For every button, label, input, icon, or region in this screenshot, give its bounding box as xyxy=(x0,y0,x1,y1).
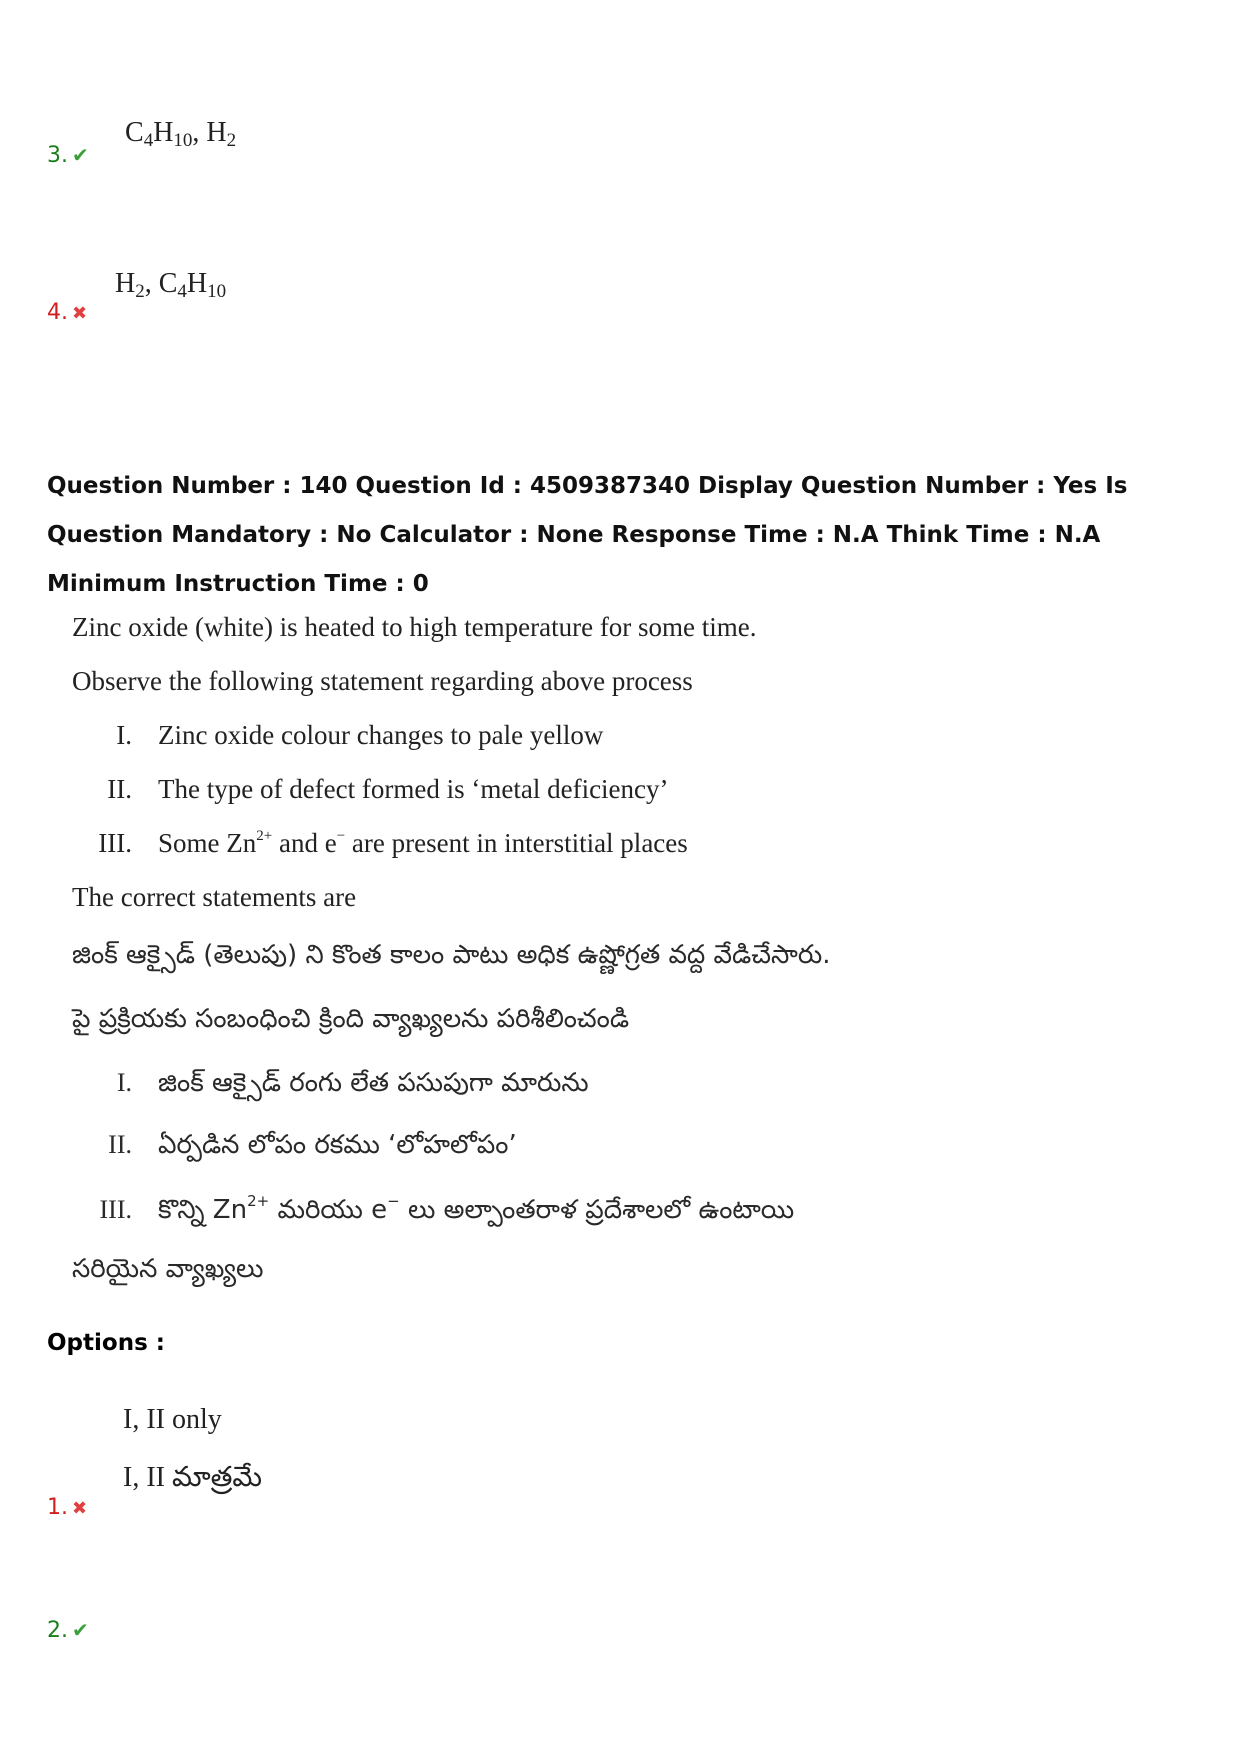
question-meta: Question Number : 140 Question Id : 4509387340 Display Question Number : Yes Is Question Mandatory : No Calculator : None Response Time : N.A Think Time : N.A Minimum Instruction Time : 0 xyxy=(47,473,1128,597)
statement-1: I. Zinc oxide colour changes to pale yellow xyxy=(116,720,604,750)
option-number: 2. xyxy=(47,1618,68,1643)
telugu-statement-2: II. ఏర్పడిన లోపం రకము ‘లోహలోపం’ xyxy=(108,1130,517,1160)
options-label: Options : xyxy=(47,1330,165,1356)
option-3-formula: $C_4H_{10}$, $H_2$ xyxy=(125,117,237,151)
statement-3: III. Some $Zn^{2+}$ and e− are present in interstitial places xyxy=(98,828,688,858)
telugu-intro: జింక్ ఆక్సైడ్ (తెలుపు) ని కొంత కాలం పాటు అధిక ఉష్ణోగ్రత వద్ద వేడిచేసారు. xyxy=(72,940,831,970)
option-1-text-te: I, II మాత్రమే xyxy=(123,1462,262,1493)
cross-icon: ✖ xyxy=(72,303,88,324)
cross-icon: ✖ xyxy=(72,1498,88,1519)
statement-2: II. The type of defect formed is ‘metal deficiency’ xyxy=(107,774,669,804)
check-icon: ✔ xyxy=(72,1618,89,1642)
correct-statements-label: The correct statements are xyxy=(72,882,357,912)
telugu-statement-1: I. జింక్ ఆక్సైడ్ రంగు లేత పసుపుగా మారును xyxy=(116,1068,589,1098)
option-number: 4. xyxy=(47,300,68,325)
option-4-formula: $H_2$, $C_4H_{10}$ xyxy=(115,268,227,302)
telugu-observe: పై ప్రక్రియకు సంబంధించి క్రింది వ్యాఖ్యలను పరిశీలించండి xyxy=(72,1004,630,1034)
telugu-correct-label: సరియైన వ్యాఖ్యలు xyxy=(72,1254,264,1284)
check-icon: ✔ xyxy=(72,143,89,167)
option-1-text-en: I, II only xyxy=(123,1404,222,1435)
option-2-marker xyxy=(47,1618,89,1643)
option-number: 3. xyxy=(47,143,68,168)
telugu-statement-3: III. కొన్ని $Zn^{2+}$ మరియు e− లు అల్పాంతరాళ ప్రదేశాలలో ఉంటాయి xyxy=(99,1192,795,1225)
option-number: 1. xyxy=(47,1495,68,1520)
question-intro: Zinc oxide (white) is heated to high temperature for some time. xyxy=(72,612,757,642)
question-observe: Observe the following statement regarding above process xyxy=(72,666,693,696)
option-4-marker xyxy=(47,300,87,325)
option-3-marker xyxy=(47,143,89,168)
option-1-marker xyxy=(47,1495,87,1520)
